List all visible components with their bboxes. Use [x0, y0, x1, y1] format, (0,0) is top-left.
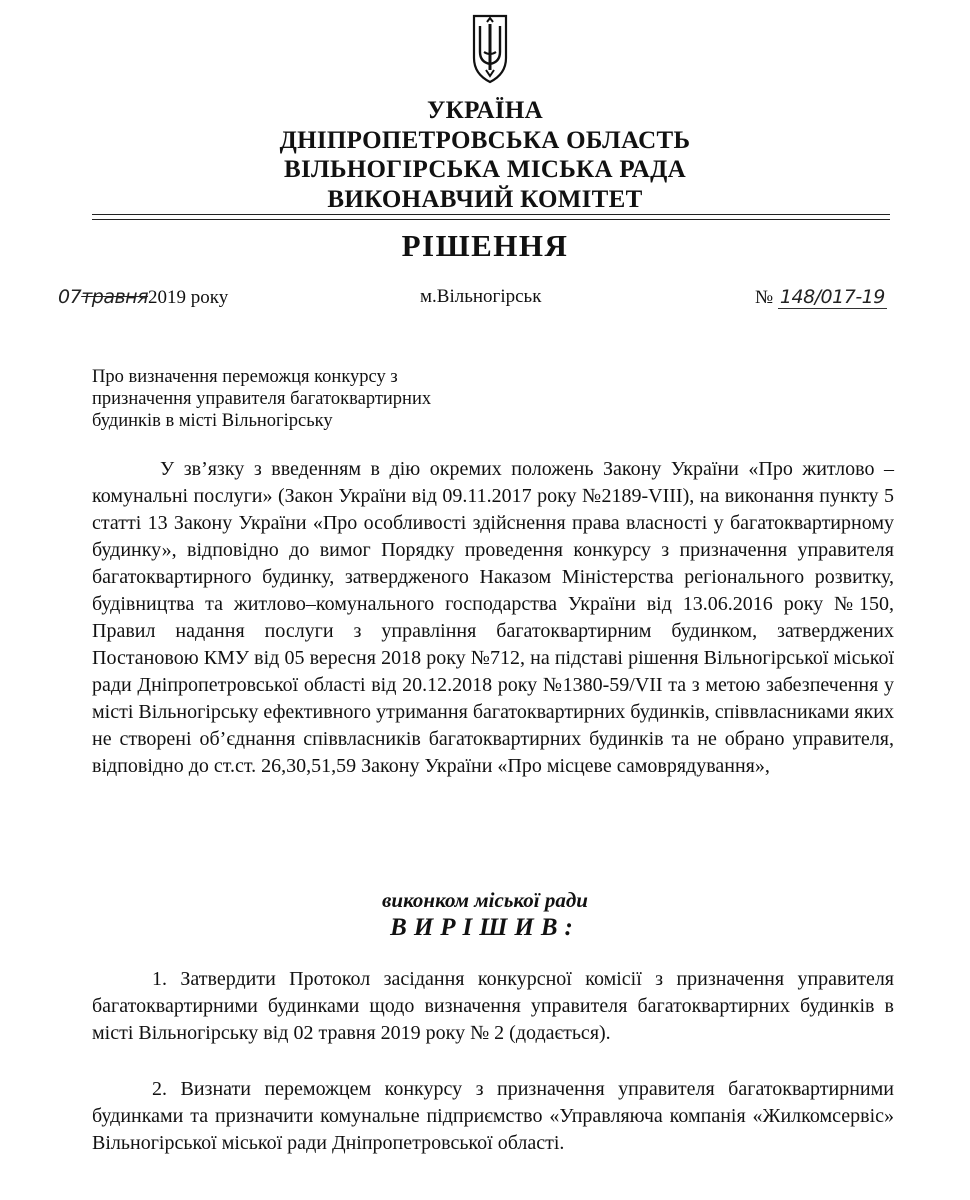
- date-year: 2019 року: [148, 287, 229, 308]
- header-divider: [92, 214, 890, 220]
- header-country: УКРАЇНА: [427, 97, 543, 124]
- document-city: м.Вільногірськ: [420, 286, 542, 307]
- date-month: травня: [81, 286, 149, 308]
- decision-item: 1. Затвердити Протокол засідання конкурсної комісії з призначення управителя багатоквартирними будинками щодо визначення управителя багатоквартирних будинків в місті Вільногірську від 02 травня 2019 року № 2 (додається).: [92, 968, 894, 1044]
- date-day: 07: [58, 286, 82, 308]
- document-date: [58, 286, 228, 309]
- subject-line: Про визначення переможця конкурсу з: [92, 367, 398, 387]
- document-number: [755, 286, 887, 309]
- header-committee: ВИКОНАВЧИЙ КОМІТЕТ: [327, 186, 643, 213]
- decision-authority: виконком міської ради: [382, 888, 588, 912]
- document-subject: [92, 366, 472, 432]
- document-type-title: РІШЕННЯ: [401, 228, 569, 263]
- decision-heading: ВИРІШИВ:: [390, 914, 580, 941]
- number-value: 148/017-19: [779, 286, 885, 308]
- decision-item: 2. Визнати переможцем конкурсу з призначення управителя багатоквартирними будинками та призначити комунальне підприємство «Управляюча компанія «Жилкомсервіс» Вільногірської міської ради Дніпропетровської області.: [92, 1078, 894, 1154]
- subject-line: будинків в місті Вільногірську: [92, 411, 333, 431]
- subject-line: призначення управителя багатоквартирних: [92, 389, 432, 409]
- header-council: ВІЛЬНОГІРСЬКА МІСЬКА РАДА: [284, 156, 686, 183]
- trident-icon: [468, 12, 512, 86]
- header-region: ДНІПРОПЕТРОВСЬКА ОБЛАСТЬ: [279, 127, 691, 154]
- number-label: №: [755, 287, 774, 308]
- preamble-paragraph: У зв’язку з введенням в дію окремих положень Закону України «Про житлово – комунальні послуги» (Закон України від 09.11.2017 року №2189-VIII), на виконання пункту 5 статті 13 Закону України «Про особливості здійснення права власності у багатоквартирному будинку», відповідно до вимог Порядку проведення конкурсу з призначення управителя багатоквартирного будинку, затвердженого Наказом Міністерства регіонального розвитку, будівництва та житлово–комунального господарства України від 13.06.2016 року №150, Правил надання послуги з управління багатоквартирним будинком, затверджених Постановою КМУ від 05 вересня 2018 року №712, на підставі рішення Вільногірської міської ради Дніпропетровської області від 20.12.2018 року №1380-59/VII та з метою забезпечення у місті Вільногірську ефективного утримання багатоквартирних будинків, співвласниками яких не створені об’єднання співвласників багатоквартирних будинків та не обрано управителя, відповідно до ст.ст. 26,30,51,59 Закону України «Про місцеве самоврядування»,: [92, 458, 894, 777]
